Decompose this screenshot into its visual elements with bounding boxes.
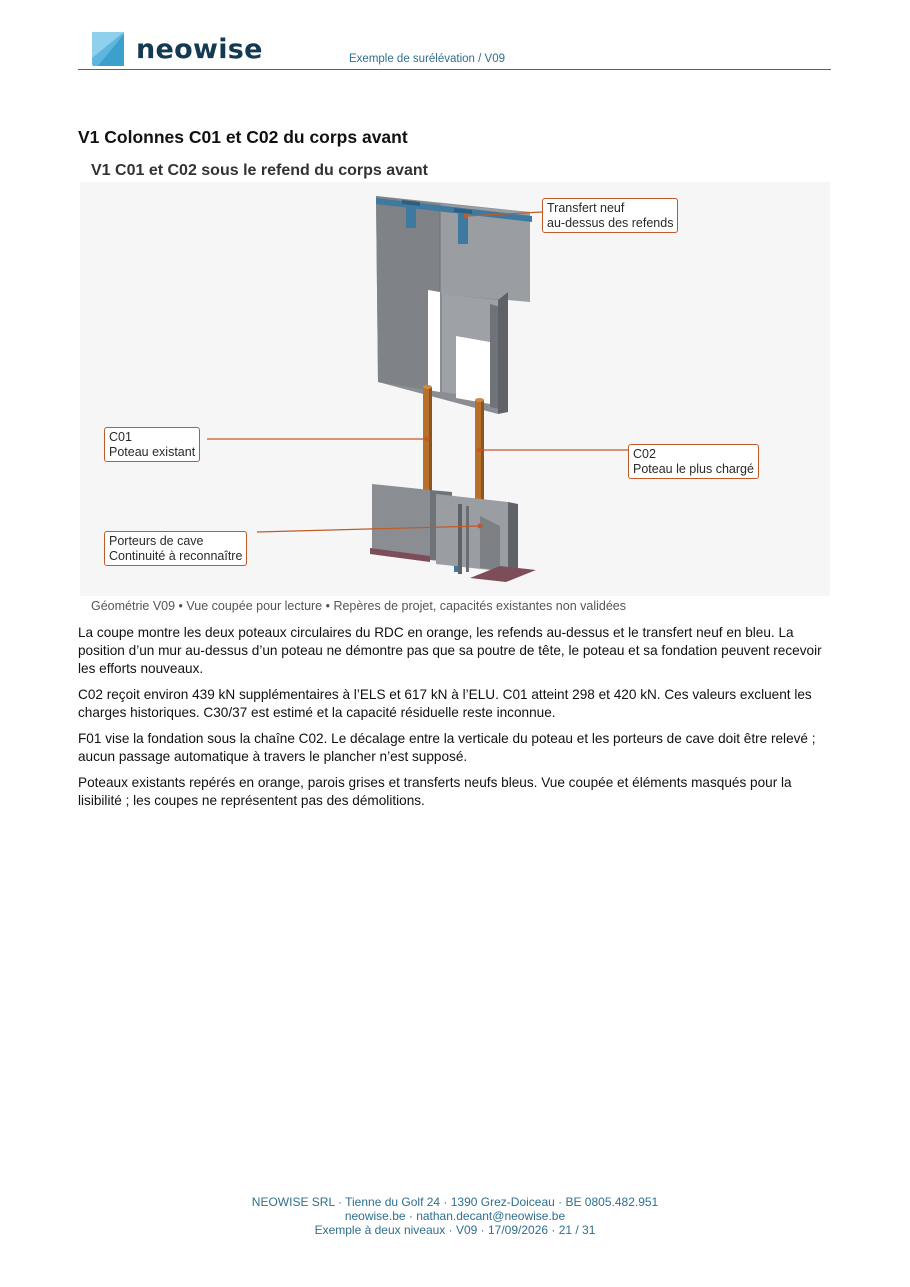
callout-transfert [542,198,678,233]
callout-c01-line1: C01 [109,430,132,444]
footer-contact: neowise.be · nathan.decant@neowise.be [344,1209,566,1223]
figure-caption: Géométrie V09 • Vue coupée pour lecture • Repères de projet, capacités existantes non validées [91,599,626,613]
callout-c02 [628,444,759,479]
paragraph: F01 vise la fondation sous la chaîne C02. Le décalage entre la verticale du poteau et les porteurs de cave doit être relevé ; aucun passage automatique à travers le plancher n’est supposé. [78,731,816,764]
brand-name: neowise [136,33,263,65]
callout-porteurs [104,531,247,566]
paragraph: Poteaux existants repérés en orange, parois grises et transferts neufs bleus. Vue coupée et éléments masqués pour la lisibilité ; les coupes ne représentent pas des démolitions. [78,775,792,808]
paragraph: La coupe montre les deux poteaux circulaires du RDC en orange, les refends au-dessus et le transfert neuf en bleu. La position d’un mur au-dessus d’un poteau ne démontre pas que sa poutre de tête, le poteau et sa fondation peuvent recevoir les efforts nouveaux. [78,625,822,676]
structural-figure [80,182,830,596]
callout-c02-line1: C02 [633,447,656,461]
callout-c01-line2: Poteau existant [109,444,196,459]
figure-title: V1 C01 et C02 sous le refend du corps avant [91,162,429,179]
document-reference: Exemple de surélévation / V09 [349,53,505,65]
footer-document-info: Exemple à deux niveaux · V09 · 17/09/2026 · 21 / 31 [314,1223,596,1237]
brand-logo [92,32,263,66]
page-header [78,28,831,70]
callout-porteurs-line1: Porteurs de cave [109,534,204,548]
cellar-wall-left [372,484,430,560]
section-title: V1 Colonnes C01 et C02 du corps avant [78,127,408,147]
page-footer [0,1195,910,1237]
callout-c02-line2: Poteau le plus chargé [633,461,754,476]
callout-transfert-line1: Transfert neuf [547,201,625,215]
footer-company: NEOWISE SRL · Tienne du Golf 24 · 1390 Grez-Doiceau · BE 0805.482.951 [251,1195,659,1209]
body-text [78,624,831,818]
callout-porteurs-line2: Continuité à reconnaître [109,548,243,563]
paragraph: C02 reçoit environ 439 kN supplémentaires à l’ELS et 617 kN à l’ELU. C01 atteint 298 et 420 kN. Ces valeurs excluent les charges historiques. C30/37 est estimé et la capacité résiduelle reste inconnue. [78,687,812,720]
callout-transfert-line2: au-dessus des refends [547,215,674,230]
callout-c01 [104,427,200,462]
neowise-logo-icon [92,32,124,66]
transfer-bracket-1 [406,202,416,228]
